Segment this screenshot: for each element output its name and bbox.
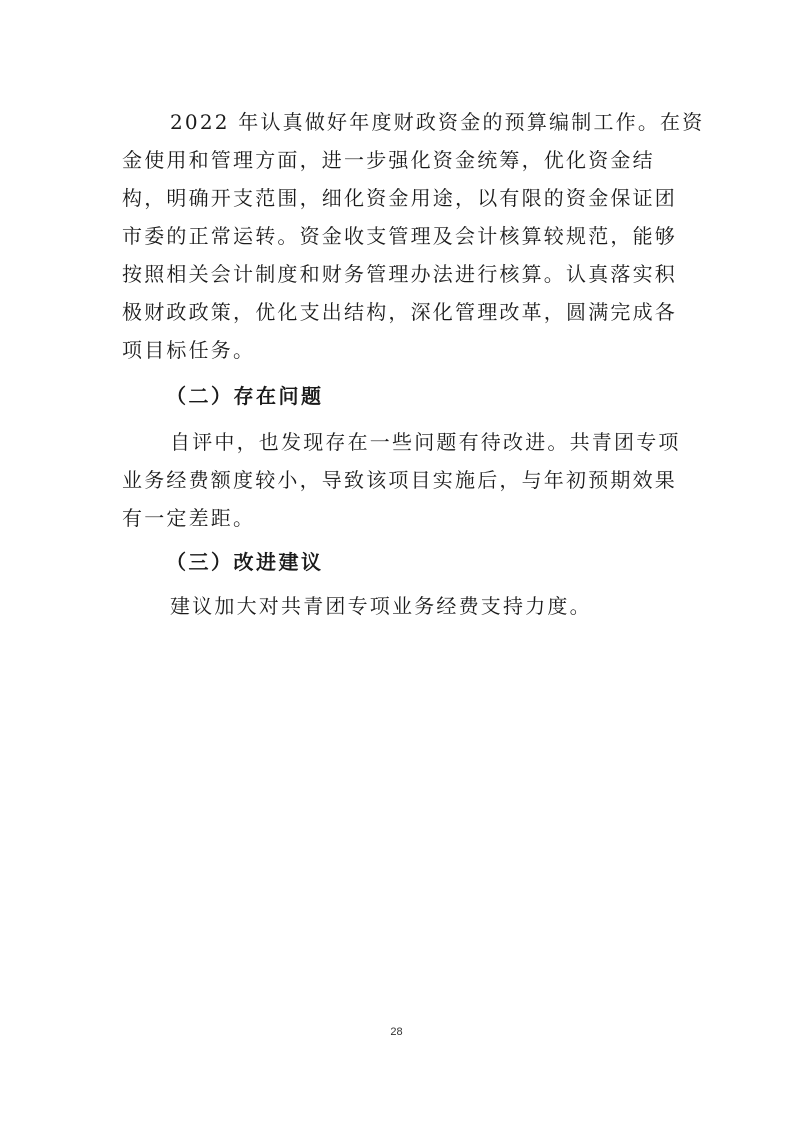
page-number: 28: [390, 1026, 403, 1038]
paragraph-line: 极财政政策，优化支出结构，深化管理改革，圆满完成各: [122, 300, 677, 324]
section-heading-issues: （二）存在问题: [166, 384, 324, 408]
paragraph-line: 按照相关会计制度和财务管理办法进行核算。认真落实积: [122, 262, 677, 286]
paragraph-line: 2022 年认真做好年度财政资金的预算编制工作。在资: [170, 110, 705, 134]
paragraph-line: 金使用和管理方面，进一步强化资金统筹，优化资金结: [122, 148, 655, 172]
paragraph-line: 构，明确开支范围，细化资金用途，以有限的资金保证团: [122, 186, 677, 210]
paragraph-line: 建议加大对共青团专项业务经费支持力度。: [170, 594, 592, 618]
section-heading-suggestions: （三）改进建议: [166, 550, 324, 574]
paragraph-line: 项目标任务。: [122, 338, 256, 362]
paragraph-line: 市委的正常运转。资金收支管理及会计核算较规范，能够: [122, 224, 677, 248]
paragraph-line: 有一定差距。: [122, 506, 256, 530]
paragraph-line: 业务经费额度较小，导致该项目实施后，与年初预期效果: [122, 468, 677, 492]
paragraph-line: 自评中，也发现存在一些问题有待改进。共青团专项: [170, 430, 681, 454]
